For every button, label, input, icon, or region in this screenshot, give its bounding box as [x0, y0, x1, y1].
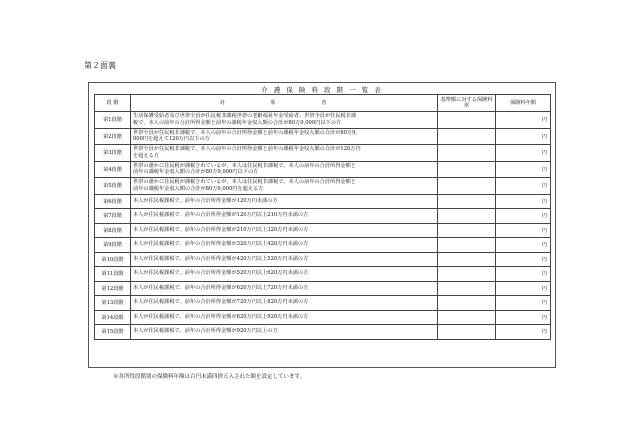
target-description-cell: [131, 178, 438, 195]
target-description-line: 本人が住民税課税で、前年の合計所得金額が120万円未満の方: [133, 197, 278, 204]
annual-premium-cell: 円: [496, 194, 551, 209]
annual-premium-cell: 円: [496, 209, 551, 224]
table-row: [95, 161, 551, 178]
standard-rate-cell: [438, 128, 496, 145]
target-description-line: 本人が住民税課税で、前年の合計所得金額が120万円以上210万円未満の方: [133, 212, 309, 219]
target-description-line: 本人が住民税課税で、前年の合計所得金額が620万円以上720万円未満の方: [133, 284, 309, 291]
stage-cell: 第12段階: [95, 281, 131, 296]
annual-premium-cell: 円: [496, 238, 551, 253]
annual-premium-cell: 円: [496, 296, 551, 311]
target-description-line: 本人が住民税課税で、前年の合計所得金額が820万円以上920万円未満の方: [133, 313, 309, 320]
target-description-line: 000円を超えて120万円以下の方: [133, 136, 210, 143]
target-description-cell: [131, 128, 438, 145]
annual-premium-cell: 円: [496, 161, 551, 178]
target-description-cell: [131, 281, 438, 296]
target-description-cell: [131, 310, 438, 325]
table-row: [95, 238, 551, 253]
premium-stage-table: [94, 94, 551, 340]
target-description-cell: [131, 296, 438, 311]
table-row: [95, 281, 551, 296]
annual-premium-cell: 円: [496, 252, 551, 267]
target-description-line: 本人が住民税課税で、前年の合計所得金額が320万円以上420万円未満の方: [133, 241, 309, 248]
header-stage: 段 階: [95, 95, 131, 112]
standard-rate-cell: [438, 238, 496, 253]
table-row: [95, 252, 551, 267]
standard-rate-cell: [438, 325, 496, 340]
stage-cell: 第4段階: [95, 161, 131, 178]
target-description-cell: [131, 325, 438, 340]
table-row: [95, 325, 551, 340]
standard-rate-cell: [438, 209, 496, 224]
stage-cell: 第7段階: [95, 209, 131, 224]
stage-cell: 第15段階: [95, 325, 131, 340]
standard-rate-cell: [438, 194, 496, 209]
target-description-line: 世帯の誰かに住民税が課税されているが、本人は住民税非課税で、本人の前年の合計所得金額と: [133, 179, 356, 186]
annual-premium-cell: 円: [496, 310, 551, 325]
target-description-line: 本人が住民税課税で、前年の合計所得金額が720万円以上820万円未満の方: [133, 299, 309, 306]
target-description-cell: [131, 209, 438, 224]
target-description-cell: [131, 252, 438, 267]
annual-premium-cell: 円: [496, 112, 551, 129]
target-description-line: 生活保護受給者及び世帯全員が住民税非課税世帯の老齢福祉年金受給者、世帯全員が住民税非課: [133, 113, 357, 120]
stage-cell: 第11段階: [95, 267, 131, 282]
footnote: ※各所得段階別の保険料年額は百円未満四捨五入された額を設定しています。: [113, 374, 306, 380]
annual-premium-cell: 円: [496, 128, 551, 145]
standard-rate-cell: [438, 281, 496, 296]
standard-rate-cell: [438, 178, 496, 195]
stage-cell: 第8段階: [95, 223, 131, 238]
table-row: [95, 310, 551, 325]
table-row: [95, 194, 551, 209]
target-description-cell: [131, 145, 438, 162]
standard-rate-cell: [438, 267, 496, 282]
premium-table-frame: [88, 82, 556, 368]
stage-cell: 第2段階: [95, 128, 131, 145]
target-description-cell: [131, 194, 438, 209]
target-description-cell: [131, 112, 438, 129]
target-description-line: 本人が住民税課税で、前年の合計所得金額が420万円以上520万円未満の方: [133, 255, 309, 262]
standard-rate-cell: [438, 296, 496, 311]
target-description-line: 本人が住民税課税で、前年の合計所得金額が920万円以上の方: [133, 328, 278, 335]
standard-rate-cell: [438, 161, 496, 178]
target-description-line: 本人が住民税課税で、前年の合計所得金額が520万円以上620万円未満の方: [133, 270, 309, 277]
annual-premium-cell: 円: [496, 145, 551, 162]
annual-premium-cell: 円: [496, 178, 551, 195]
table-row: [95, 223, 551, 238]
table-row: [95, 178, 551, 195]
target-description-line: を超える方: [133, 152, 159, 159]
table-row: [95, 209, 551, 224]
target-description-line: 本人が住民税課税で、前年の合計所得金額が210万円以上320万円未満の方: [133, 226, 309, 233]
target-description-line: 世帯の誰かに住民税が課税されているが、本人は住民税非課税で、本人の前年の合計所得金額と: [133, 162, 356, 169]
stage-cell: 第1段階: [95, 112, 131, 129]
stage-cell: 第10段階: [95, 252, 131, 267]
target-description-cell: [131, 238, 438, 253]
annual-premium-cell: 円: [496, 267, 551, 282]
stage-cell: 第6段階: [95, 194, 131, 209]
target-description-line: 前年の課税年金収入額の合計が80万9,000円を超える方: [133, 185, 264, 192]
annual-premium-cell: 円: [496, 325, 551, 340]
table-row: [95, 128, 551, 145]
target-description-cell: [131, 223, 438, 238]
table-title: 介 護 保 険 料 段 階 一 覧 表: [261, 86, 383, 94]
annual-premium-cell: 円: [496, 281, 551, 296]
table-header-row: [95, 95, 551, 112]
standard-rate-cell: [438, 310, 496, 325]
header-standard-rate: 基準額に対する保険料率: [438, 95, 496, 112]
table-row: [95, 145, 551, 162]
stage-cell: 第9段階: [95, 238, 131, 253]
header-target: 対 象 者: [131, 95, 438, 112]
stage-cell: 第3段階: [95, 145, 131, 162]
table-row: [95, 112, 551, 129]
target-description-line: 税で、本人の前年の合計所得金額と前年の課税年金収入額の合計が80万9,000円以下の方: [133, 119, 342, 126]
target-description-cell: [131, 161, 438, 178]
table-row: [95, 296, 551, 311]
target-description-line: 世帯全員が住民税非課税で、本人の前年の合計所得金額と前年の課税年金収入額の合計が120万円: [133, 146, 361, 153]
standard-rate-cell: [438, 252, 496, 267]
standard-rate-cell: [438, 112, 496, 129]
header-annual: 保険料年額: [496, 95, 551, 112]
stage-cell: 第5段階: [95, 178, 131, 195]
target-description-cell: [131, 267, 438, 282]
target-description-line: 世帯全員が住民税非課税で、本人の前年の合計所得金額と前年の課税年金収入額の合計が80万9,: [133, 129, 358, 136]
page-label: 第２面裏: [84, 61, 116, 70]
annual-premium-cell: 円: [496, 223, 551, 238]
target-description-line: 前年の課税年金収入額の合計が80万9,000円以下の方: [133, 169, 259, 176]
table-row: [95, 267, 551, 282]
standard-rate-cell: [438, 145, 496, 162]
standard-rate-cell: [438, 223, 496, 238]
stage-cell: 第14段階: [95, 310, 131, 325]
stage-cell: 第13段階: [95, 296, 131, 311]
